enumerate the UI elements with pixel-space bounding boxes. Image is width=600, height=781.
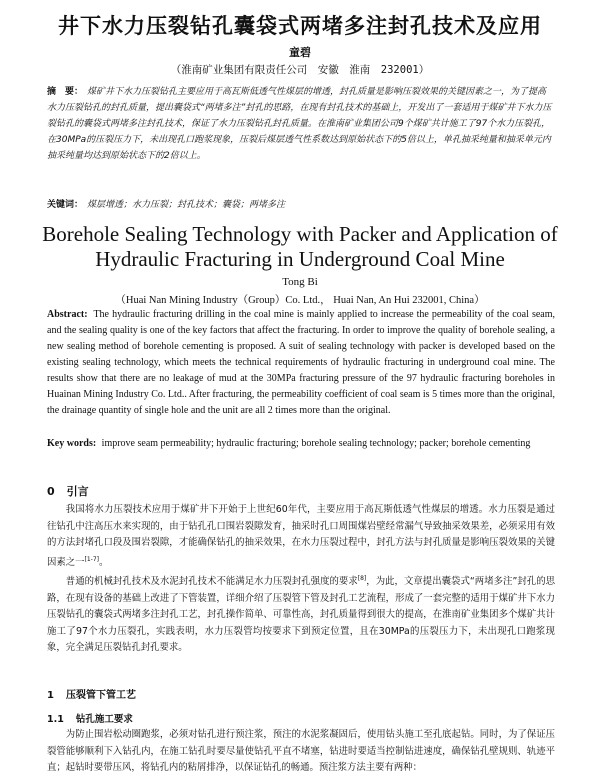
english-keywords: [47, 436, 555, 452]
section-number: 0: [47, 485, 55, 498]
chinese-keywords-text: 煤层增透；水力压裂；封孔技术；囊袋；两堵多注: [87, 200, 286, 210]
section-title: 压裂管下管工艺: [65, 690, 136, 701]
paragraph-tail: ，为此，文章提出囊袋式“两堵多注”封孔的思路，在现有设备的基础上改进了下管装置，详细介绍了压裂管下管及封孔工艺流程，形成了一套完整的适用于煤矿井下水力压裂钻孔的囊袋式两堵多注封孔工艺，封孔操作简单、可靠性高，封孔质量得到很大的提高，在淮南矿业集团多个煤矿共计施工了97个水力压裂孔，实践表明，水力压裂管均按要求下到预定位置，且在30MPa的压裂压力下，未出现孔口跑浆现象，完全满足压裂钻孔封孔要求。: [47, 576, 555, 654]
english-keywords-label: Key words:: [47, 438, 97, 449]
chinese-keywords-label: 关键词：: [47, 200, 84, 210]
english-abstract: [47, 307, 555, 419]
section-heading-introduction: [47, 483, 89, 499]
paragraph-tail: 。: [99, 556, 109, 568]
paragraph-text: 普通的机械封孔技术及水泥封孔技术不能满足水力压裂封孔强度的要求: [65, 576, 358, 588]
section-title: 引言: [66, 485, 89, 498]
chinese-affiliation: （淮南矿业集团有限责任公司 安徽 淮南 232001）: [170, 64, 430, 76]
subsection-heading-1-1: [47, 711, 133, 725]
chinese-title: 井下水力压裂钻孔囊袋式两堵多注封孔技术及应用: [58, 14, 542, 38]
english-title-line-2: Hydraulic Fracturing in Underground Coal Mine: [95, 247, 505, 271]
subsection-title: 钻孔施工要求: [75, 714, 133, 725]
chinese-keywords: [47, 198, 555, 212]
english-keywords-text: improve seam permeability; hydraulic fracturing; borehole sealing technology; packer; borehole cementing: [101, 438, 531, 449]
chinese-abstract: [47, 84, 555, 164]
english-affiliation: （Huai Nan Mining Industry（Group）Co. Ltd.， Huai Nan, An Hui 232001, China）: [115, 295, 485, 306]
paragraph-text: 我国将水力压裂技术应用于煤矿井下开始于上世纪60年代，主要应用于高瓦斯低透气性煤层的增透。水力压裂是通过往钻孔中注高压水来实现的，由于钻孔孔口围岩裂隙发育，抽采时孔口周围煤岩壁经常漏气导致抽采效果差，必须采用有效的方法封堵孔口段及围岩裂隙，才能确保钻孔的抽采效果，在水力压裂过程中，封孔方法与封孔质量是影响压裂效果的关键因素之一: [47, 504, 555, 568]
english-title: [0, 222, 600, 272]
chinese-author: 童碧: [289, 46, 311, 59]
citation: [1-7]: [84, 555, 99, 563]
english-abstract-text: The hydraulic fracturing drilling in the coal mine is mainly applied to increase the permeability of the coal seam, and the sealing quality is one of the key factors that affect the fracturing. In order to improve the quality of borehole sealing, a new sealing method of borehole cementing is proposed. A suit of sealing technology with packer is developed based on the existing sealing technology, which meets the technical requirements of hydraulic fracturing in underground coal mine. The results show that there are no leakage of mud at the 30MPa fracturing pressure of the 97 hydraulic fracturing boreholes in Huainan Mining Industry Co. Ltd.. After fracturing, the permeability coefficient of coal seam is 5 times more than the original, the drainage quantity of single hole and the unit are all 2 times more than the original.: [47, 309, 555, 416]
body-paragraph-3: 为防止围岩松动圈跑浆，必须对钻孔进行预注浆，预注的水泥浆凝固后，使用钻头施工至孔底起钻。同时，为了保证压裂管能够顺利下入钻孔内，在施工钻孔时要尽量使钻孔平直不堵塞，钻进时要适当控制钻进速度，确保钻孔壁规则、轨迹平直；起钻时要带压风，将钻孔内的粘屑排净，以保证钻孔的畅通。预注浆方法主要有两种：: [47, 729, 555, 773]
chinese-abstract-text: 煤矿井下水力压裂钻孔主要应用于高瓦斯低透气性煤层的增透，封孔质量是影响压裂效果的关键因素之一，为了提高水力压裂钻孔的封孔质量，提出囊袋式“两堵多注”封孔的思路，在现有封孔技术的基础上，开发出了一套适用于煤矿井下水力压裂钻孔的囊袋式两堵多注封孔技术，保证了水力压裂钻孔封孔质量。在淮南矿业集团公司9个煤矿共计施工了97个水力压裂孔，在30MPa的压裂压力下，未出现孔口跑浆现象，压裂后煤层透气性系数达到原始状态下的5倍以上，单孔抽采纯量和抽采单元内抽采纯量均达到原始状态下的2倍以上。: [47, 87, 552, 161]
body-paragraph-1: [47, 502, 555, 571]
chinese-abstract-label: 摘 要：: [47, 87, 84, 97]
body-paragraph-2: [47, 571, 555, 657]
subsection-number: 1.1: [47, 714, 64, 725]
english-abstract-label: Abstract:: [47, 309, 88, 320]
section-heading-1: [47, 686, 136, 701]
section-number: 1: [47, 690, 54, 701]
citation: [8]: [357, 575, 367, 582]
english-author: Tong Bi: [282, 276, 318, 288]
english-title-line-1: Borehole Sealing Technology with Packer and Application of: [42, 222, 558, 246]
